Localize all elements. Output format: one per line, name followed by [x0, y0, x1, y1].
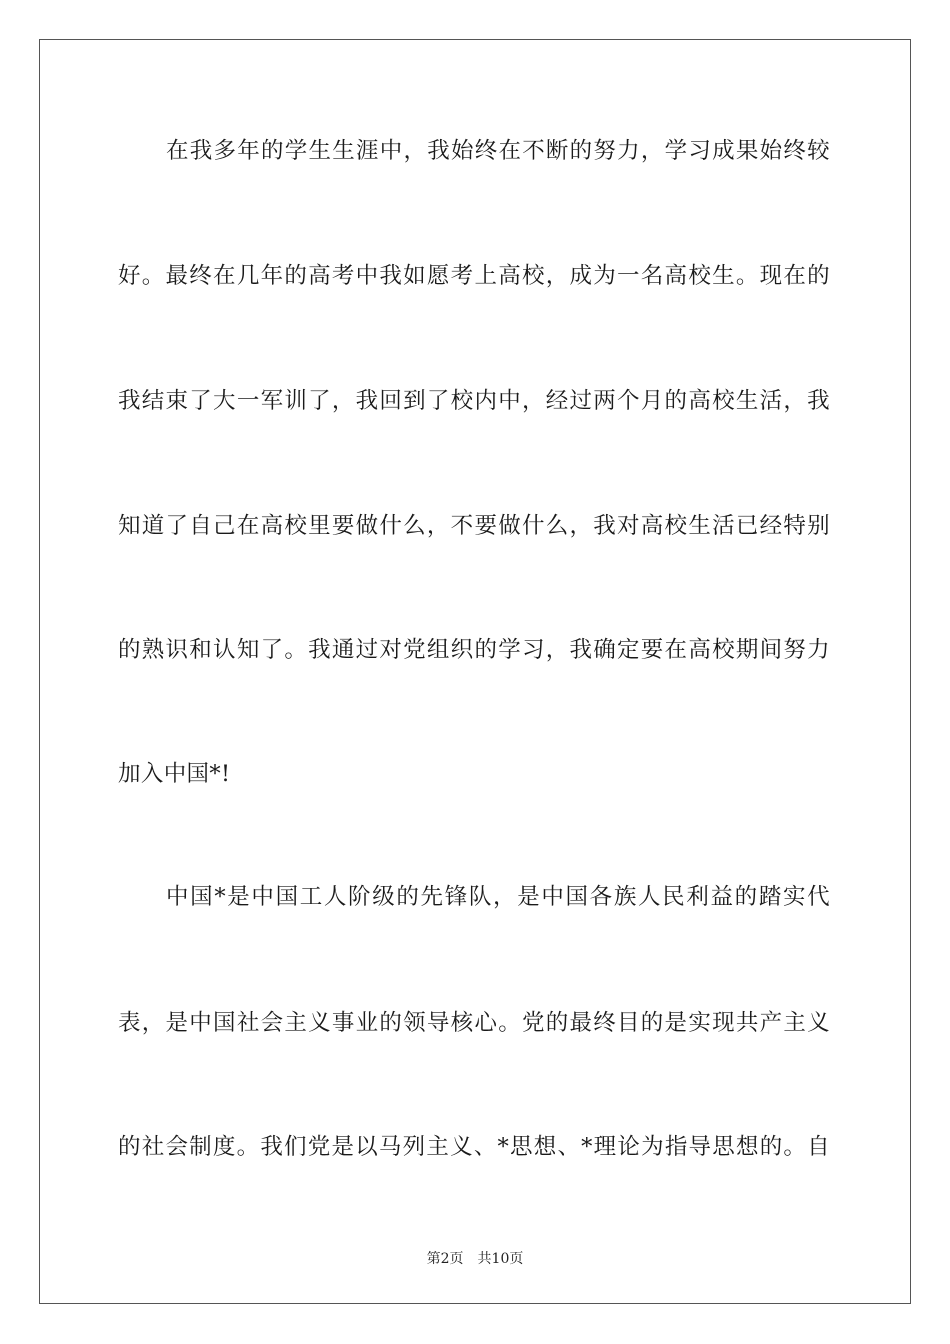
- paragraph-2-line-2: 表，是中国社会主义事业的领导核心。党的最终目的是实现共产主义: [118, 1010, 830, 1036]
- paragraph-1-line-1: 在我多年的学生生涯中，我始终在不断的努力，学习成果始终较: [166, 138, 830, 164]
- paragraph-2-line-3: 的社会制度。我们党是以马列主义、*思想、*理论为指导思想的。自: [118, 1134, 830, 1160]
- page-border: [39, 39, 911, 1304]
- paragraph-1-line-2: 好。最终在几年的高考中我如愿考上高校，成为一名高校生。现在的: [118, 263, 830, 289]
- page-number-current: 第2页: [426, 1251, 464, 1267]
- page-footer: [0, 1250, 950, 1268]
- paragraph-1-line-5: 的熟识和认知了。我通过对党组织的学习，我确定要在高校期间努力: [118, 637, 830, 663]
- paragraph-1-line-3: 我结束了大一军训了，我回到了校内中，经过两个月的高校生活，我: [118, 388, 830, 414]
- paragraph-1-line-6: 加入中国*!: [118, 761, 231, 787]
- page-number-total: 共10页: [477, 1251, 524, 1267]
- paragraph-2-line-1: 中国*是中国工人阶级的先锋队，是中国各族人民利益的踏实代: [166, 884, 830, 910]
- paragraph-1-line-4: 知道了自己在高校里要做什么，不要做什么，我对高校生活已经特别: [118, 513, 830, 539]
